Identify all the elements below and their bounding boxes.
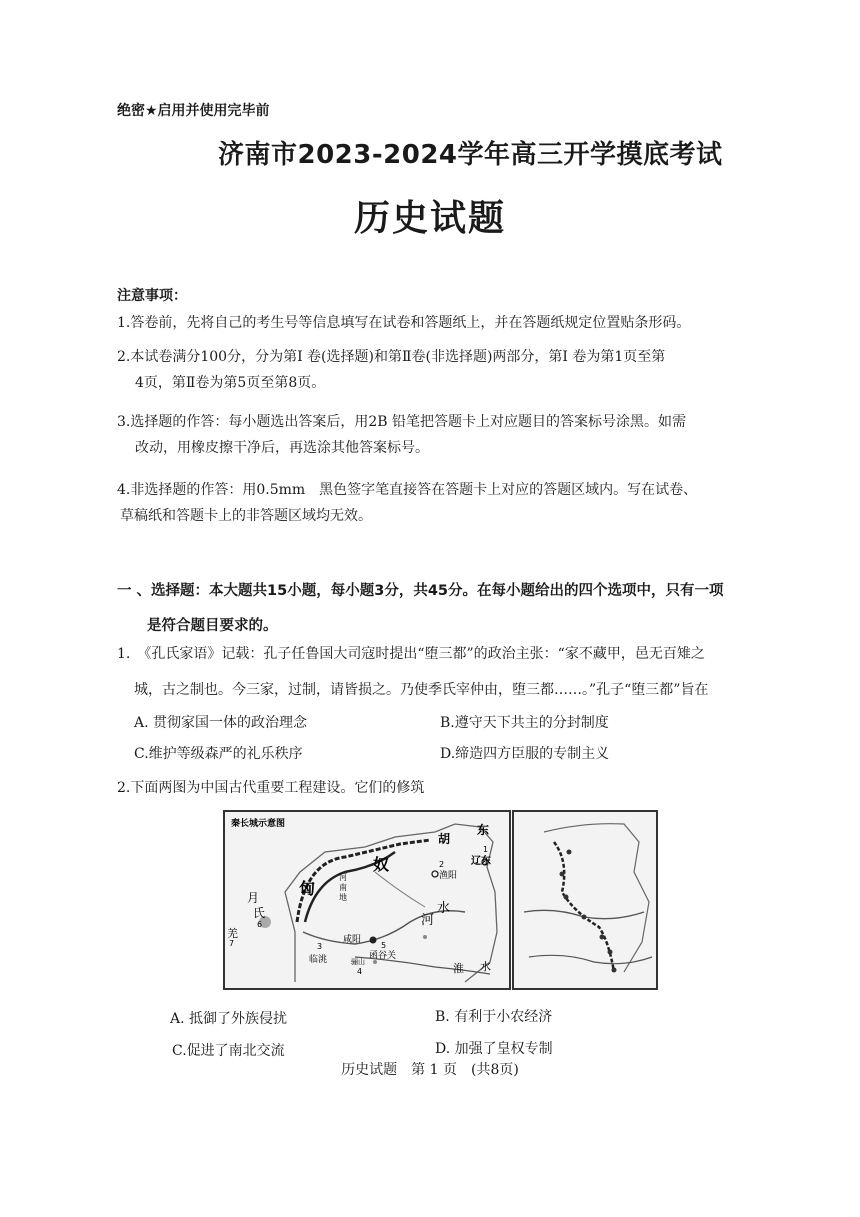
map1-label-lintao: 临洮 <box>309 955 328 965</box>
notice-item-3 <box>117 411 686 459</box>
notice-item-4 <box>117 479 697 527</box>
map1-num-2: 2 <box>439 860 445 869</box>
map1-label-hangu: 函谷关 <box>369 951 397 961</box>
question-1-option-b: B.遵守天下共主的分封制度 <box>440 715 609 731</box>
notice-item-2-line2: 4页，第Ⅱ卷为第5页至第8页。 <box>135 375 326 391</box>
question-2-stem: 2.下面两图为中国古代重要工程建设。它们的修筑 <box>117 780 425 796</box>
map1-label-liaodong: 辽东 <box>471 856 491 867</box>
notice-item-1 <box>117 312 690 334</box>
map1-label-henan-2: 南 <box>339 883 347 892</box>
question-2-option-d: D. 加强了皇权专制 <box>435 1041 553 1057</box>
map1-label-yuyang: 渔阳 <box>439 871 458 881</box>
map1-label-nu: 奴 <box>373 855 390 874</box>
map1-label-hu: 胡 <box>438 832 451 846</box>
map1-title: 秦长城示意图 <box>231 819 286 829</box>
map1-num-4: 4 <box>357 967 363 976</box>
question-1-option-d: D.缔造四方臣服的专制主义 <box>440 746 610 762</box>
map1-label-xiong: 匈 <box>299 879 316 898</box>
qin-great-wall-map-drawing <box>225 812 509 988</box>
section-heading-line1: 一 、选择题：本大题共15小题，每小题3分，共45分。在每小题给出的四个选项中，只有一项 <box>117 583 724 599</box>
notice-item-1-line1: 1.答卷前，先将自己的考生号等信息填写在试卷和答题纸上，并在答题纸规定位置贴条形码。 <box>117 315 691 331</box>
map1-label-shui2: 水 <box>480 960 491 973</box>
notice-item-3-line2: 改动，用橡皮擦干净后，再选涂其他答案标号。 <box>135 440 429 456</box>
notice-item-3-line1: 3.选择题的作答：每小题选出答案后，用2B 铅笔把答题卡上对应题目的答案标号涂黑。如需 <box>117 414 687 430</box>
map1-label-qiang: 羌 <box>227 927 238 940</box>
question-2-option-a: A. 抵御了外族侵扰 <box>170 1011 288 1027</box>
map1-label-shi: 氏 <box>253 906 266 920</box>
map1-label-lishan: 骊山 <box>351 958 365 966</box>
confidential-mark: 绝密★启用并使用完毕前 <box>117 103 270 119</box>
question-1-stem-line1: 1. 《孔氏家语》记载：孔子任鲁国大司寇时提出“堕三都”的政治主张：“家不藏甲，邑无百雉之 <box>117 646 705 662</box>
map1-label-shui: 水 <box>437 901 451 916</box>
map1-num-3: 3 <box>317 942 323 951</box>
question-1-option-a: A. 贯彻家国一体的政治理念 <box>134 715 308 731</box>
map1-num-5: 5 <box>381 941 387 950</box>
question-2-option-c: C.促进了南北交流 <box>172 1043 285 1059</box>
map1-label-huai: 淮 <box>453 962 464 975</box>
notice-item-2-line1: 2.本试卷满分100分，分为第Ⅰ 卷(选择题)和第Ⅱ卷(非选择题)两部分，第Ⅰ 卷为第1页至第 <box>117 349 666 365</box>
page-footer: 历史试题 第 1 页 (共8页) <box>341 1062 519 1078</box>
grand-canal-map-drawing <box>514 812 656 988</box>
map1-label-yue: 月 <box>247 891 260 905</box>
map1-label-xianyang: 咸阳 <box>343 935 362 945</box>
question-2-option-b: B. 有利于小农经济 <box>435 1009 553 1025</box>
grand-canal-map <box>512 810 658 990</box>
question-1-option-c: C.维护等级森严的礼乐秩序 <box>134 746 303 762</box>
map1-num-1: 1 <box>483 845 489 854</box>
map1-num-7: 7 <box>229 939 235 948</box>
map1-num-6: 6 <box>257 920 263 929</box>
notice-heading: 注意事项： <box>117 288 187 304</box>
qin-great-wall-map <box>223 810 511 990</box>
map1-label-dong: 东 <box>477 823 490 837</box>
map1-label-he: 河 <box>421 913 435 928</box>
notice-item-4-line1: 4.非选择题的作答：用0.5mm 黑色签字笔直接答在答题卡上对应的答题区域内。写在试卷、 <box>117 482 698 498</box>
map1-label-henan-1: 河 <box>339 873 347 882</box>
question-1-stem-line2: 城，古之制也。今三家，过制，请皆损之。乃使季氏宰仲由，堕三都……。”孔子“堕三都”旨在 <box>134 682 709 698</box>
section-heading-line2: 是符合题目要求的。 <box>147 618 278 634</box>
map1-label-henan-3: 地 <box>339 893 347 902</box>
subject-title: 历史试题 <box>353 198 506 239</box>
notice-item-2 <box>117 346 665 394</box>
notice-item-4-line2: 草稿纸和答题卡上的非答题区域均无效。 <box>120 508 372 524</box>
exam-title: 济南市2023-2024学年高三开学摸底考试 <box>218 140 723 170</box>
